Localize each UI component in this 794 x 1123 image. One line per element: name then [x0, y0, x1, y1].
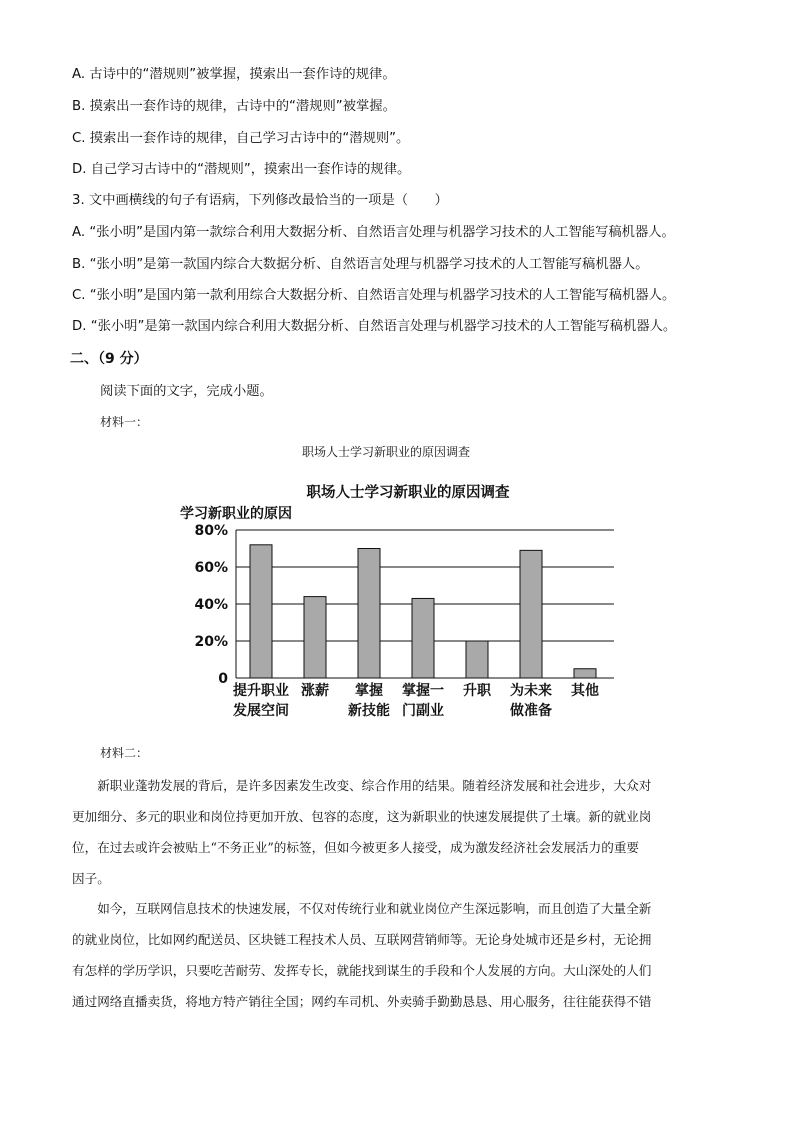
option-d: D. 自己学习古诗中的“潜规则”，摸索出一套作诗的规律。	[72, 162, 411, 177]
section-heading: 二、（9 分）	[70, 351, 148, 367]
paragraph-line: 通过网络直播卖货，将地方特产销往全国；网约车司机、外卖骑手勤勤恳恳、用心服务，往往能获得不错	[72, 994, 652, 1009]
paragraph-line: 如今，互联网信息技术的快速发展，不仅对传统行业和就业岗位产生深远影响，而且创造了大量全新	[97, 901, 652, 916]
x-tick-label: 发展空间	[233, 703, 289, 719]
y-tick-label: 20%	[194, 634, 228, 650]
x-tick-label: 门副业	[402, 703, 444, 719]
q3-option-d: D. “张小明”是第一款国内综合利用大数据分析、自然语言处理与机器学习技术的人工智能写稿机器人。	[72, 319, 677, 334]
bar	[574, 669, 596, 678]
bar	[412, 598, 434, 678]
q3-option-c: C. “张小明”是国内第一款利用综合大数据分析、自然语言处理与机器学习技术的人工智能写稿机器人。	[72, 288, 676, 303]
paragraph-line: 更加细分、多元的职业和岗位持更加开放、包容的态度，这为新职业的快速发展提供了土壤。新的就业岗	[72, 809, 652, 824]
bar	[250, 545, 272, 678]
option-a: A. 古诗中的“潜规则”被掌握，摸索出一套作诗的规律。	[72, 67, 396, 82]
chart-title: 职场人士学习新职业的原因调查	[306, 485, 510, 501]
y-tick-label: 80%	[194, 523, 228, 539]
x-tick-label: 提升职业	[233, 683, 289, 699]
chart-ylabel: 学习新职业的原因	[180, 506, 292, 522]
option-b: B. 摸索出一套作诗的规律，古诗中的“潜规则”被掌握。	[72, 99, 396, 114]
chart-caption: 职场人士学习新职业的原因调查	[302, 445, 471, 459]
material-1-label: 材料一：	[100, 415, 149, 429]
x-tick-label: 其他	[571, 683, 599, 699]
instruction: 阅读下面的文字，完成小题。	[100, 384, 273, 399]
y-tick-label: 0	[218, 671, 228, 687]
x-tick-label: 为未来	[510, 683, 552, 699]
x-tick-label: 掌握	[355, 683, 383, 699]
y-tick-label: 60%	[194, 560, 228, 576]
paragraph-line: 新职业蓬勃发展的背后，是许多因素发生改变、综合作用的结果。随着经济发展和社会进步，大众对	[97, 778, 652, 793]
x-tick-label: 升职	[463, 683, 491, 699]
q3-option-a: A. “张小明”是国内第一款综合利用大数据分析、自然语言处理与机器学习技术的人工智能写稿机器人。	[72, 225, 675, 240]
paragraph-line: 位，在过去或许会被贴上“不务正业”的标签，但如今被更多人接受，成为激发经济社会发展活力的重要	[72, 840, 640, 855]
option-c: C. 摸索出一套作诗的规律，自己学习古诗中的“潜规则”。	[72, 131, 410, 146]
bar	[520, 550, 542, 678]
question-3: 3. 文中画横线的句子有语病，下列修改最恰当的一项是（ ）	[72, 193, 448, 208]
bar	[304, 597, 326, 678]
y-tick-label: 40%	[194, 597, 228, 613]
paragraph-line: 有怎样的学历学识，只要吃苦耐劳、发挥专长，就能找到谋生的手段和个人发展的方向。大山深处的人们	[72, 963, 652, 978]
paragraph-line: 因子。	[72, 871, 110, 886]
bar	[358, 549, 380, 679]
paragraph-1	[72, 770, 717, 894]
x-tick-label: 掌握一	[402, 683, 444, 699]
x-tick-label: 做准备	[510, 703, 552, 719]
paragraph-2	[72, 893, 717, 1017]
bar	[466, 641, 488, 678]
paragraph-line: 的就业岗位，比如网约配送员、区块链工程技术人员、互联网营销师等。无论身处城市还是乡村，无论拥	[72, 932, 652, 947]
x-tick-label: 新技能	[348, 703, 390, 719]
q3-option-b: B. “张小明”是第一款国内综合大数据分析、自然语言处理与机器学习技术的人工智能写稿机器人。	[72, 257, 649, 272]
x-tick-label: 涨薪	[301, 683, 329, 699]
material-2-label: 材料二：	[100, 746, 149, 760]
